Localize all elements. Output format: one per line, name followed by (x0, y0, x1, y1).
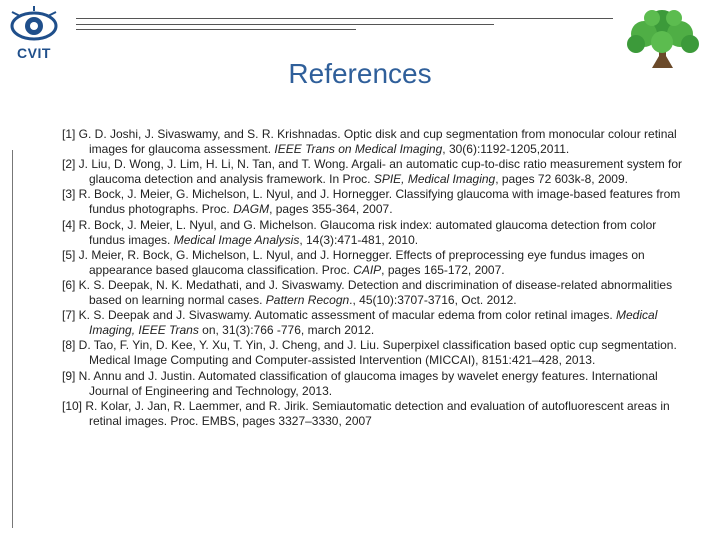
page-title-text: References (288, 58, 432, 89)
reference-item (62, 308, 690, 338)
reference-item (62, 218, 690, 248)
reference-item (62, 399, 690, 429)
reference-venue: SPIE, Medical Imaging (373, 172, 496, 187)
reference-venue: DAGM (233, 202, 270, 217)
reference-text: [8] D. Tao, F. Yin, D. Kee, Y. Xu, T. Yin, J. Cheng, and J. Liu. Superpixel classification based optic cup segmentation. Medical Image Computing and Computer-assisted Intervention (MICCAI), 8151:421–428, 2013. (62, 338, 677, 368)
reference-text: [7] K. S. Deepak and J. Sivaswamy. Automatic assessment of macular edema from color retinal images. (62, 308, 617, 323)
reference-text: , pages 72 603k-8, 2009. (495, 172, 628, 187)
reference-text: [3] R. Bock, J. Meier, G. Michelson, L. Nyul, and J. Hornegger. Classifying glaucoma with image-based features from fundus photographs. Proc. (62, 187, 681, 217)
reference-text: ., 45(10):3707-3716, Oct. 2012. (349, 293, 517, 308)
reference-text: , pages 165-172, 2007. (381, 262, 505, 277)
reference-venue: CAIP (353, 262, 382, 277)
reference-text: [1] G. D. Joshi, J. Sivaswamy, and S. R. Krishnadas. Optic disk and cup segmentation from monocular colour retinal images for glaucoma assessment. (62, 127, 677, 157)
references-list (62, 127, 690, 429)
reference-item (62, 187, 690, 217)
reference-text: , 30(6):1192-1205,2011. (442, 142, 570, 157)
reference-text: [2] J. Liu, D. Wong, J. Lim, H. Li, N. Tan, and T. Wong. Argali- an automatic cup-to-disc ratio measurement system for glaucoma detection and analysis framework. In Proc. (62, 157, 683, 187)
reference-text: [6] K. S. Deepak, N. K. Medathati, and J. Sivaswamy. Detection and discrimination of disease-related abnormalities based on learning normal cases. (62, 277, 673, 308)
reference-text: on, 31(3):766 -776, march 2012. (198, 323, 375, 338)
reference-item (62, 157, 690, 187)
reference-item (62, 369, 690, 399)
reference-venue: IEEE Trans on Medical Imaging (274, 142, 443, 157)
reference-item (62, 248, 690, 278)
reference-text: , pages 355-364, 2007. (269, 202, 393, 217)
logo-text: CVIT (17, 45, 51, 61)
reference-item (62, 278, 690, 308)
reference-item (62, 127, 690, 157)
header-rule (76, 24, 494, 25)
reference-text: [4] R. Bock, J. Meier, L. Nyul, and G. Michelson. Glaucoma risk index: automated glaucoma detection from color fundus images. (62, 217, 657, 247)
header-rule (76, 29, 356, 30)
reference-venue: Medical Imaging, IEEE Trans (89, 308, 658, 338)
page-title (0, 58, 720, 90)
reference-text: [10] R. Kolar, J. Jan, R. Laemmer, and R. Jirik. Semiautomatic detection and evaluation of autofluorescent areas in retinal images. Proc. EMBS, pages 3327–3330, 2007 (62, 398, 670, 428)
side-divider (12, 150, 13, 528)
eye-icon (8, 6, 60, 50)
header-rule (76, 18, 613, 19)
reference-item (62, 338, 690, 368)
reference-text: [9] N. Annu and J. Justin. Automated classification of glaucoma images by wavelet energy features. International Journal of Engineering and Technology, 2013. (62, 368, 658, 398)
reference-venue: Medical Image Analysis (173, 232, 300, 247)
reference-text: [5] J. Meier, R. Bock, G. Michelson, L. Nyul, and J. Hornegger. Effects of preprocessing eye fundus images on appearance based glaucoma classification. Proc. (62, 247, 645, 277)
reference-venue: Pattern Recogn (265, 293, 350, 308)
reference-text: , 14(3):471-481, 2010. (299, 232, 419, 247)
